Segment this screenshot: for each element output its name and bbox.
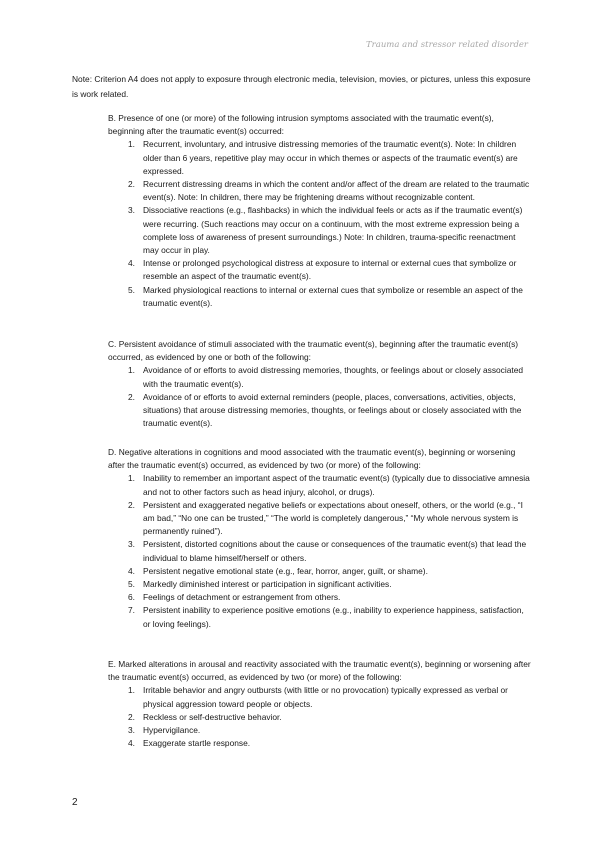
list-item <box>108 257 532 283</box>
item-text: Hypervigilance. <box>143 725 201 736</box>
symptom-list <box>108 472 532 630</box>
list-item <box>108 472 532 498</box>
section-b <box>108 112 532 310</box>
list-item <box>108 204 532 257</box>
item-number: 3. <box>128 539 135 550</box>
item-text: Dissociative reactions (e.g., flashbacks) in which the individual feels or acts as if the traumatic event(s) were recurring. (Such reactions may occur on a continuum, with the most extreme expression being a complete loss of awareness of present surroundings.) Note: In children, trauma-specific reenactment may occur in play. <box>143 205 523 256</box>
list-item <box>108 538 532 564</box>
list-item <box>108 591 532 604</box>
running-header: Trauma and stressor related disorder <box>366 40 528 50</box>
list-item <box>108 711 532 724</box>
item-number: 2. <box>128 711 135 722</box>
item-text: Persistent inability to experience positive emotions (e.g., inability to experience happiness, satisfaction, or loving feelings). <box>143 605 524 629</box>
list-item <box>108 737 532 750</box>
criterion-a4-note: Note: Criterion A4 does not apply to exposure through electronic media, television, movies, or pictures, unless this exposure is work related. <box>72 74 531 99</box>
section-heading: E. Marked alterations in arousal and reactivity associated with the traumatic event(s), beginning or worsening after the traumatic event(s) occurred, as evidenced by two (or more) of the following: <box>108 659 531 683</box>
section-e <box>108 658 532 750</box>
section-c <box>108 338 532 430</box>
item-number: 3. <box>128 205 135 216</box>
page-number: 2 <box>72 797 78 808</box>
item-text: Feelings of detachment or estrangement from others. <box>143 592 341 603</box>
item-number: 5. <box>128 579 135 590</box>
symptom-list <box>108 138 532 310</box>
list-item <box>108 604 532 630</box>
list-item <box>108 284 532 310</box>
item-number: 4. <box>128 565 135 576</box>
symptom-list <box>108 364 532 430</box>
item-number: 1. <box>128 685 135 696</box>
item-text: Recurrent, involuntary, and intrusive distressing memories of the traumatic event(s). Note: In children older than 6 years, repetitive play may occur in which themes or aspects of the traumatic event(s) are expressed. <box>143 139 518 176</box>
list-item <box>108 364 532 390</box>
section-heading: B. Presence of one (or more) of the following intrusion symptoms associated with the traumatic event(s), beginning after the traumatic event(s) occurred: <box>108 113 494 137</box>
item-number: 6. <box>128 592 135 603</box>
symptom-list <box>108 684 532 750</box>
item-text: Markedly diminished interest or participation in significant activities. <box>143 579 392 590</box>
section-heading: D. Negative alterations in cognitions and mood associated with the traumatic event(s), beginning or worsening after the traumatic event(s) occurred, as evidenced by two (or more) of the following: <box>108 447 516 471</box>
item-number: 3. <box>128 725 135 736</box>
list-item <box>108 138 532 178</box>
item-text: Reckless or self-destructive behavior. <box>143 711 282 722</box>
list-item <box>108 724 532 737</box>
item-number: 7. <box>128 605 135 616</box>
list-item <box>108 499 532 539</box>
item-number: 4. <box>128 258 135 269</box>
list-item <box>108 684 532 710</box>
item-number: 1. <box>128 365 135 376</box>
list-item <box>108 178 532 204</box>
item-text: Avoidance of or efforts to avoid distressing memories, thoughts, or feelings about or closely associated with the traumatic event(s). <box>143 365 524 389</box>
item-number: 2. <box>128 391 135 402</box>
item-text: Inability to remember an important aspect of the traumatic event(s) (typically due to dissociative amnesia and not to other factors such as head injury, alcohol, or drugs). <box>143 473 530 497</box>
item-text: Exaggerate startle response. <box>143 738 251 749</box>
item-number: 1. <box>128 139 135 150</box>
item-text: Persistent, distorted cognitions about the cause or consequences of the traumatic event(s) that lead the individual to blame himself/herself or others. <box>143 539 527 563</box>
item-number: 2. <box>128 499 135 510</box>
item-number: 4. <box>128 738 135 749</box>
item-text: Irritable behavior and angry outbursts (with little or no provocation) typically expressed as verbal or physical aggression toward people or objects. <box>143 685 508 709</box>
section-d <box>108 446 532 631</box>
item-number: 1. <box>128 473 135 484</box>
item-text: Persistent negative emotional state (e.g., fear, horror, anger, guilt, or shame). <box>143 565 428 576</box>
list-item <box>108 578 532 591</box>
item-text: Marked physiological reactions to internal or external cues that symbolize or resemble an aspect of the traumatic event(s). <box>143 284 523 308</box>
item-number: 5. <box>128 284 135 295</box>
list-item <box>108 565 532 578</box>
item-number: 2. <box>128 179 135 190</box>
item-text: Intense or prolonged psychological distress at exposure to internal or external cues that symbolize or resemble an aspect of the traumatic event(s). <box>143 258 517 282</box>
list-item <box>108 391 532 431</box>
item-text: Recurrent distressing dreams in which the content and/or affect of the dream are related to the traumatic event(s). Note: In children, there may be frightening dreams without recognizable content. <box>143 179 530 203</box>
item-text: Avoidance of or efforts to avoid external reminders (people, places, conversations, activities, objects, situations) that arouse distressing memories, thoughts, or feelings about or closely associated with the traumatic event(s). <box>143 391 522 429</box>
section-heading: C. Persistent avoidance of stimuli associated with the traumatic event(s), beginning after the traumatic event(s) occurred, as evidenced by one or both of the following: <box>108 339 519 363</box>
item-text: Persistent and exaggerated negative beliefs or expectations about oneself, others, or the world (e.g., “I am bad,” “No one can be trusted,” “The world is completely dangerous,” “My whole nervous system is permanently ruined”). <box>143 499 523 537</box>
